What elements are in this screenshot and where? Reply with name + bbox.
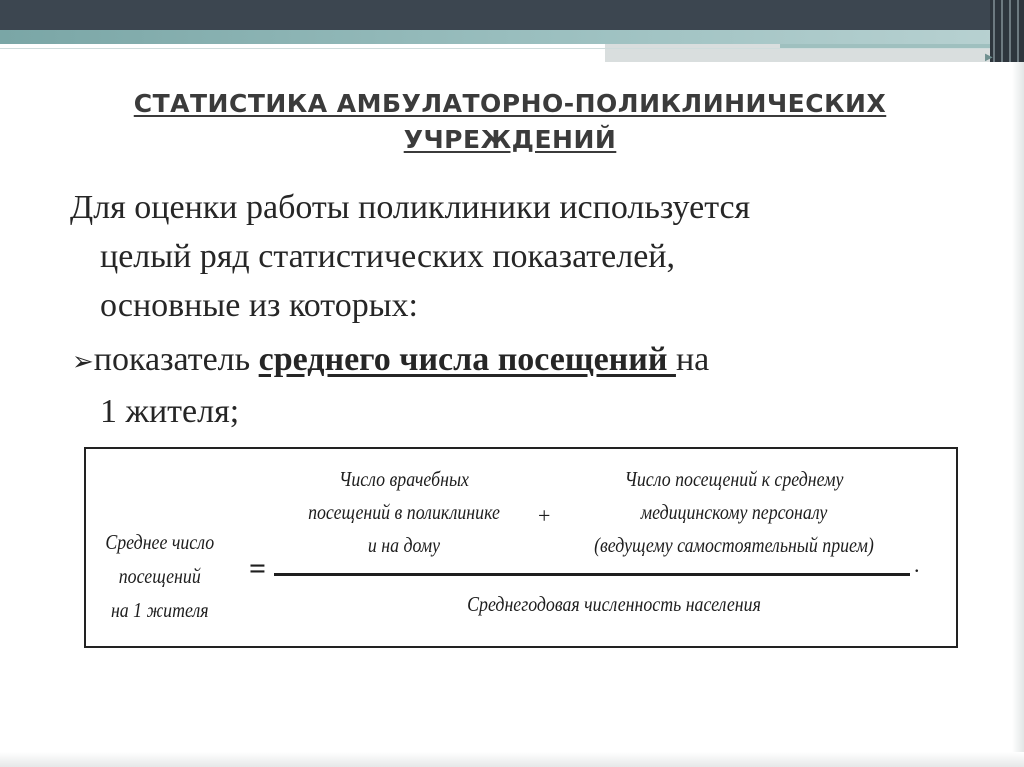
bullet-emphasis: среднего числа посещений — [258, 341, 676, 378]
intro-paragraph — [70, 183, 970, 330]
bullet-item — [72, 335, 972, 437]
top-thin-line — [0, 48, 1024, 49]
formula-numerator-1 — [294, 463, 515, 562]
formula-box — [84, 447, 958, 648]
title-line-1: СТАТИСТИКА АМБУЛАТОРНО-ПОЛИКЛИНИЧЕСКИХ — [133, 89, 887, 118]
bullet-line-2: 1 жителя; — [100, 393, 240, 430]
formula-numerator-2 — [564, 463, 904, 562]
formula-left-side — [96, 525, 224, 627]
bullet-suffix: на — [675, 341, 710, 378]
formula-plus: + — [538, 503, 551, 528]
corner-stripes — [990, 0, 1024, 62]
intro-line-2: целый ряд статистических показателей, — [100, 238, 675, 275]
formula-left-line-1: Среднее число — [105, 530, 215, 554]
formula-period: . — [914, 552, 920, 577]
num1-line-2: посещений в поликлинике — [308, 500, 500, 524]
formula-left-line-2: посещений — [118, 564, 201, 588]
title-line-2: УЧРЕЖДЕНИЙ — [403, 125, 617, 154]
top-teal-band — [0, 30, 1024, 44]
corner-arrow-icon: ▶ — [985, 52, 993, 63]
formula-left-line-3: на 1 жителя — [110, 598, 209, 622]
intro-line-1: Для оценки работы поликлиники используется — [70, 189, 751, 226]
num2-line-3: (ведущему самостоятельный прием) — [594, 533, 874, 557]
bullet-prefix: показатель — [93, 341, 259, 378]
bottom-edge-shadow — [0, 752, 1024, 767]
intro-line-3: основные из которых: — [100, 287, 418, 324]
fraction-bar — [274, 573, 910, 576]
top-white-band — [0, 44, 605, 62]
num2-line-2: медицинскому персоналу — [640, 500, 828, 524]
num1-line-1: Число врачебных — [339, 467, 469, 491]
num2-line-1: Число посещений к среднему — [624, 467, 844, 491]
slide-title — [60, 86, 960, 158]
right-edge-shadow — [1012, 62, 1024, 767]
num1-line-3: и на дому — [367, 533, 441, 557]
top-dark-band — [0, 0, 1024, 30]
formula-equals: = — [249, 552, 267, 585]
arrow-bullet-icon: ➢ — [72, 347, 94, 377]
formula-denominator: Среднегодовая численность населения — [467, 592, 761, 616]
